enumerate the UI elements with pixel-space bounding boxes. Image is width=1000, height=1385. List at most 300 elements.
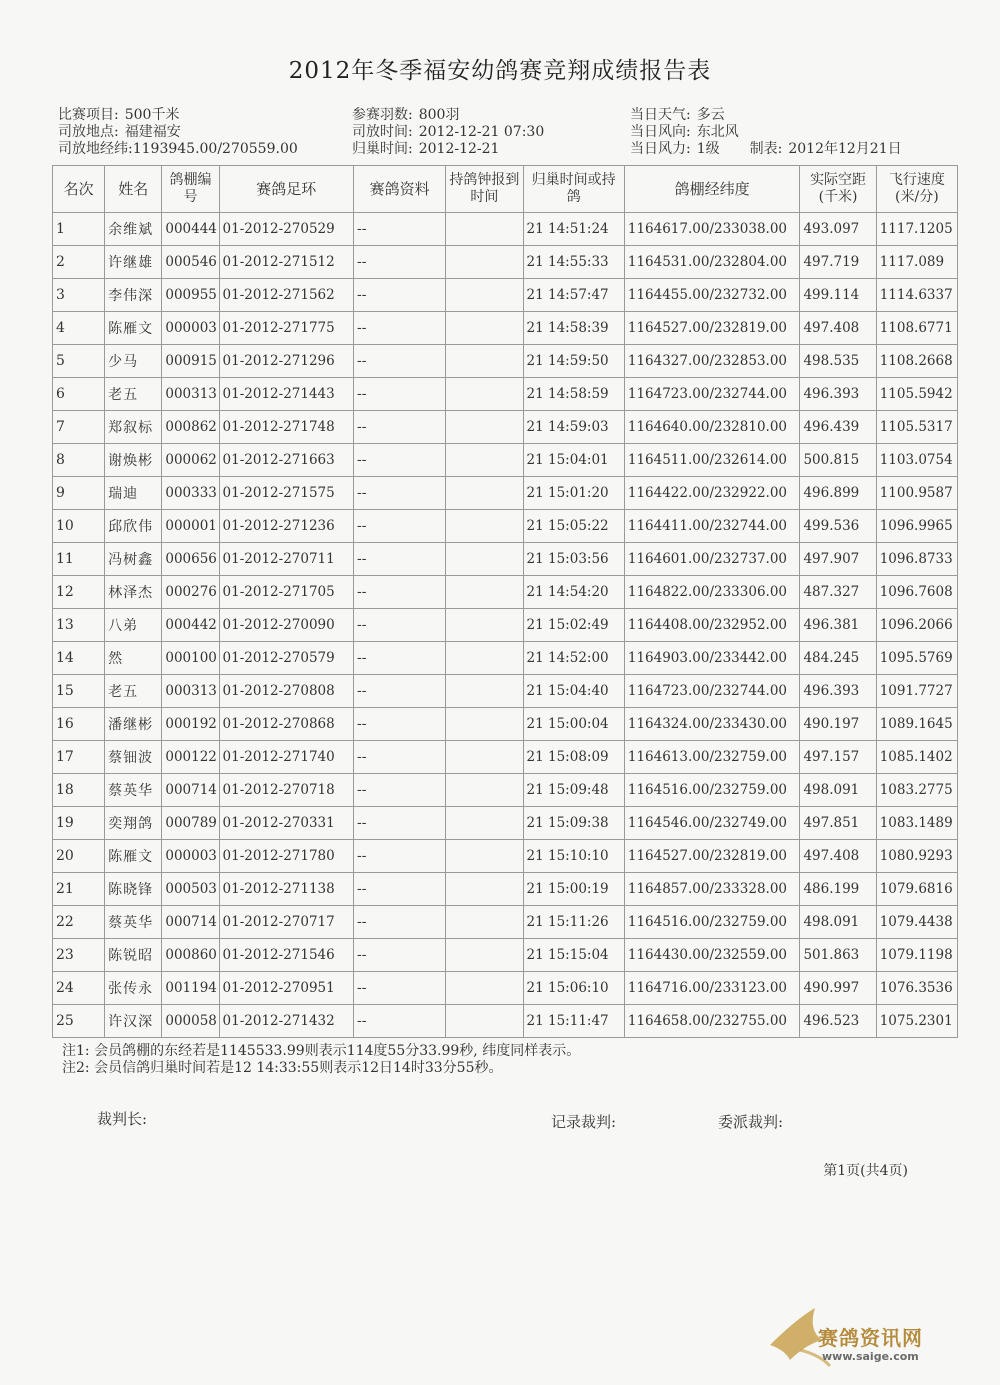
clock-cell xyxy=(446,213,523,246)
clock-cell xyxy=(446,576,523,609)
note-2: 注2: 会员信鸽归巢时间若是12 14:33:55则表示12日14时33分55秒。 xyxy=(62,1060,503,1076)
loft-cell: 000276 xyxy=(162,576,219,609)
arrival-cell: 21 15:09:38 xyxy=(523,807,624,840)
ring-cell: 01-2012-271546 xyxy=(219,939,353,972)
ring-cell: 01-2012-270331 xyxy=(219,807,353,840)
meta-left xyxy=(58,107,298,158)
ring-cell: 01-2012-270529 xyxy=(219,213,353,246)
speed-cell: 1096.7608 xyxy=(876,576,957,609)
made-label: 制表: xyxy=(749,141,783,157)
speed-cell: 1105.5942 xyxy=(876,378,957,411)
table-row xyxy=(53,576,958,609)
name-cell: 蔡英华 xyxy=(105,774,162,807)
results-body xyxy=(53,213,958,1038)
table-row xyxy=(53,675,958,708)
rank-cell: 3 xyxy=(53,279,105,312)
loft-cell: 000313 xyxy=(162,378,219,411)
notes xyxy=(62,1043,580,1077)
arrival-cell: 21 15:06:10 xyxy=(523,972,624,1005)
name-cell: 李伟深 xyxy=(105,279,162,312)
rank-cell: 5 xyxy=(53,345,105,378)
clock-cell xyxy=(446,411,523,444)
coords-cell: 1164327.00/232853.00 xyxy=(624,345,800,378)
loft-cell: 000789 xyxy=(162,807,219,840)
clock-cell xyxy=(446,708,523,741)
table-row xyxy=(53,378,958,411)
made-value: 2012年12月21日 xyxy=(788,141,902,157)
release-place-value: 福建福安 xyxy=(124,124,181,140)
ring-cell: 01-2012-271138 xyxy=(219,873,353,906)
release-coord-value: 1193945.00/270559.00 xyxy=(132,141,298,157)
ring-cell: 01-2012-271780 xyxy=(219,840,353,873)
clock-cell xyxy=(446,609,523,642)
coords-cell: 1164617.00/233038.00 xyxy=(624,213,800,246)
info-cell: -- xyxy=(353,906,445,939)
release-time-value: 2012-12-21 07:30 xyxy=(418,124,545,140)
ring-cell: 01-2012-271296 xyxy=(219,345,353,378)
weather-label: 当日天气: xyxy=(630,107,691,123)
coords-cell: 1164546.00/232749.00 xyxy=(624,807,800,840)
rank-cell: 12 xyxy=(53,576,105,609)
coords-cell: 1164455.00/232732.00 xyxy=(624,279,800,312)
coords-cell: 1164527.00/232819.00 xyxy=(624,840,800,873)
rank-cell: 16 xyxy=(53,708,105,741)
note-1: 注1: 会员鸽棚的东经若是1145533.99则表示114度55分33.99秒, 纬度同样表示。 xyxy=(62,1043,581,1059)
info-cell: -- xyxy=(353,246,445,279)
arrival-cell: 21 15:09:48 xyxy=(523,774,624,807)
coords-cell: 1164613.00/232759.00 xyxy=(624,741,800,774)
watermark-url: www.saige.com xyxy=(822,1350,919,1363)
loft-cell: 000062 xyxy=(162,444,219,477)
distance-cell: 496.899 xyxy=(800,477,876,510)
arrival-cell: 21 14:52:00 xyxy=(523,642,624,675)
info-cell: -- xyxy=(353,345,445,378)
table-row xyxy=(53,609,958,642)
clock-cell xyxy=(446,972,523,1005)
name-cell: 郑叙标 xyxy=(105,411,162,444)
loft-cell: 000656 xyxy=(162,543,219,576)
rank-cell: 19 xyxy=(53,807,105,840)
clock-cell xyxy=(446,279,523,312)
wind-force-value: 1级 xyxy=(696,141,720,157)
ring-cell: 01-2012-270951 xyxy=(219,972,353,1005)
clock-cell xyxy=(446,345,523,378)
ring-cell: 01-2012-270579 xyxy=(219,642,353,675)
table-row xyxy=(53,840,958,873)
table-row xyxy=(53,444,958,477)
arrival-cell: 21 14:59:03 xyxy=(523,411,624,444)
header-speed: 飞行速度(米/分) xyxy=(876,166,957,213)
rank-cell: 4 xyxy=(53,312,105,345)
speed-cell: 1096.9965 xyxy=(876,510,957,543)
loft-cell: 000546 xyxy=(162,246,219,279)
speed-cell: 1096.8733 xyxy=(876,543,957,576)
speed-cell: 1079.6816 xyxy=(876,873,957,906)
loft-cell: 000955 xyxy=(162,279,219,312)
clock-cell xyxy=(446,675,523,708)
rank-cell: 8 xyxy=(53,444,105,477)
info-cell: -- xyxy=(353,279,445,312)
loft-cell: 000333 xyxy=(162,477,219,510)
table-row xyxy=(53,1005,958,1038)
clock-cell xyxy=(446,543,523,576)
return-time-value: 2012-12-21 xyxy=(418,141,500,157)
loft-cell: 000862 xyxy=(162,411,219,444)
info-cell: -- xyxy=(353,873,445,906)
speed-cell: 1100.9587 xyxy=(876,477,957,510)
wind-direction-label: 当日风向: xyxy=(630,124,691,140)
table-row xyxy=(53,741,958,774)
clock-cell xyxy=(446,246,523,279)
speed-cell: 1080.9293 xyxy=(876,840,957,873)
name-cell: 蔡钿波 xyxy=(105,741,162,774)
info-cell: -- xyxy=(353,708,445,741)
loft-cell: 000503 xyxy=(162,873,219,906)
speed-cell: 1114.6337 xyxy=(876,279,957,312)
arrival-cell: 21 15:05:22 xyxy=(523,510,624,543)
loft-cell: 000001 xyxy=(162,510,219,543)
rank-cell: 15 xyxy=(53,675,105,708)
arrival-cell: 21 15:11:26 xyxy=(523,906,624,939)
table-row xyxy=(53,279,958,312)
coords-cell: 1164527.00/232819.00 xyxy=(624,312,800,345)
table-row xyxy=(53,708,958,741)
clock-cell xyxy=(446,378,523,411)
speed-cell: 1103.0754 xyxy=(876,444,957,477)
distance-cell: 496.393 xyxy=(800,675,876,708)
table-row xyxy=(53,774,958,807)
ring-cell: 01-2012-270868 xyxy=(219,708,353,741)
coords-cell: 1164601.00/232737.00 xyxy=(624,543,800,576)
rank-cell: 21 xyxy=(53,873,105,906)
ring-cell: 01-2012-271740 xyxy=(219,741,353,774)
speed-cell: 1091.7727 xyxy=(876,675,957,708)
arrival-cell: 21 14:54:20 xyxy=(523,576,624,609)
name-cell: 奕翔鸽 xyxy=(105,807,162,840)
watermark-text: 赛鸽资讯网 xyxy=(818,1326,923,1350)
distance-cell: 498.091 xyxy=(800,906,876,939)
arrival-cell: 21 15:00:04 xyxy=(523,708,624,741)
name-cell: 瑞迪 xyxy=(105,477,162,510)
name-cell: 陈雁文 xyxy=(105,840,162,873)
loft-cell: 000058 xyxy=(162,1005,219,1038)
table-row xyxy=(53,213,958,246)
name-cell: 余维斌 xyxy=(105,213,162,246)
speed-cell: 1095.5769 xyxy=(876,642,957,675)
rank-cell: 24 xyxy=(53,972,105,1005)
info-cell: -- xyxy=(353,840,445,873)
rank-cell: 25 xyxy=(53,1005,105,1038)
table-row xyxy=(53,510,958,543)
loft-cell: 000003 xyxy=(162,840,219,873)
clock-cell xyxy=(446,939,523,972)
ring-cell: 01-2012-271748 xyxy=(219,411,353,444)
info-cell: -- xyxy=(353,807,445,840)
clock-cell xyxy=(446,906,523,939)
table-row xyxy=(53,873,958,906)
info-cell: -- xyxy=(353,609,445,642)
header-info: 赛鸽资料 xyxy=(353,166,445,213)
distance-cell: 497.907 xyxy=(800,543,876,576)
name-cell: 潘继彬 xyxy=(105,708,162,741)
distance-cell: 499.536 xyxy=(800,510,876,543)
recorder-referee-label: 记录裁判: xyxy=(551,1113,617,1131)
meta-middle xyxy=(352,107,544,158)
arrival-cell: 21 15:04:40 xyxy=(523,675,624,708)
entries-label: 参赛羽数: xyxy=(352,107,413,123)
info-cell: -- xyxy=(353,774,445,807)
distance-cell: 497.157 xyxy=(800,741,876,774)
clock-cell xyxy=(446,840,523,873)
coords-cell: 1164411.00/232744.00 xyxy=(624,510,800,543)
distance-cell: 496.439 xyxy=(800,411,876,444)
rank-cell: 11 xyxy=(53,543,105,576)
header-coords: 鸽棚经纬度 xyxy=(624,166,800,213)
ring-cell: 01-2012-270718 xyxy=(219,774,353,807)
distance-cell: 490.197 xyxy=(800,708,876,741)
distance-cell: 498.091 xyxy=(800,774,876,807)
speed-cell: 1083.2775 xyxy=(876,774,957,807)
coords-cell: 1164640.00/232810.00 xyxy=(624,411,800,444)
ring-cell: 01-2012-271575 xyxy=(219,477,353,510)
header-name: 姓名 xyxy=(105,166,162,213)
rank-cell: 17 xyxy=(53,741,105,774)
ring-cell: 01-2012-271443 xyxy=(219,378,353,411)
name-cell: 邱欣伟 xyxy=(105,510,162,543)
table-row xyxy=(53,312,958,345)
arrival-cell: 21 15:04:01 xyxy=(523,444,624,477)
table-row xyxy=(53,972,958,1005)
distance-cell: 498.535 xyxy=(800,345,876,378)
ring-cell: 01-2012-271432 xyxy=(219,1005,353,1038)
arrival-cell: 21 15:01:20 xyxy=(523,477,624,510)
distance-cell: 501.863 xyxy=(800,939,876,972)
arrival-cell: 21 14:58:39 xyxy=(523,312,624,345)
name-cell: 陈雁文 xyxy=(105,312,162,345)
coords-cell: 1164511.00/232614.00 xyxy=(624,444,800,477)
rank-cell: 20 xyxy=(53,840,105,873)
arrival-cell: 21 15:00:19 xyxy=(523,873,624,906)
header-arrival: 归巢时间或持鸽 xyxy=(523,166,624,213)
rank-cell: 23 xyxy=(53,939,105,972)
name-cell: 许汉深 xyxy=(105,1005,162,1038)
ring-cell: 01-2012-271512 xyxy=(219,246,353,279)
info-cell: -- xyxy=(353,510,445,543)
ring-cell: 01-2012-271562 xyxy=(219,279,353,312)
table-row xyxy=(53,906,958,939)
distance-cell: 484.245 xyxy=(800,642,876,675)
speed-cell: 1117.089 xyxy=(876,246,957,279)
loft-cell: 000714 xyxy=(162,774,219,807)
clock-cell xyxy=(446,873,523,906)
header-ring: 赛鸽足环 xyxy=(219,166,353,213)
loft-cell: 000003 xyxy=(162,312,219,345)
name-cell: 陈晓锋 xyxy=(105,873,162,906)
speed-cell: 1105.5317 xyxy=(876,411,957,444)
coords-cell: 1164422.00/232922.00 xyxy=(624,477,800,510)
clock-cell xyxy=(446,741,523,774)
weather-value: 多云 xyxy=(696,107,725,123)
arrival-cell: 21 15:15:04 xyxy=(523,939,624,972)
ring-cell: 01-2012-270090 xyxy=(219,609,353,642)
info-cell: -- xyxy=(353,411,445,444)
info-cell: -- xyxy=(353,543,445,576)
release-coord-label: 司放地经纬: xyxy=(58,141,133,157)
table-row xyxy=(53,477,958,510)
distance-cell: 490.997 xyxy=(800,972,876,1005)
chief-referee-label: 裁判长: xyxy=(97,1110,148,1128)
info-cell: -- xyxy=(353,972,445,1005)
loft-cell: 000100 xyxy=(162,642,219,675)
distance-cell: 496.523 xyxy=(800,1005,876,1038)
loft-cell: 000122 xyxy=(162,741,219,774)
clock-cell xyxy=(446,312,523,345)
name-cell: 陈锐昭 xyxy=(105,939,162,972)
info-cell: -- xyxy=(353,675,445,708)
rank-cell: 10 xyxy=(53,510,105,543)
coords-cell: 1164723.00/232744.00 xyxy=(624,675,800,708)
entries-value: 800羽 xyxy=(418,107,460,123)
name-cell: 老五 xyxy=(105,675,162,708)
ring-cell: 01-2012-271775 xyxy=(219,312,353,345)
arrival-cell: 21 15:10:10 xyxy=(523,840,624,873)
coords-cell: 1164658.00/232755.00 xyxy=(624,1005,800,1038)
clock-cell xyxy=(446,807,523,840)
table-row xyxy=(53,939,958,972)
coords-cell: 1164903.00/233442.00 xyxy=(624,642,800,675)
distance-cell: 487.327 xyxy=(800,576,876,609)
clock-cell xyxy=(446,477,523,510)
wind-force-label: 当日风力: xyxy=(630,141,691,157)
speed-cell: 1083.1489 xyxy=(876,807,957,840)
distance-cell: 500.815 xyxy=(800,444,876,477)
loft-cell: 000313 xyxy=(162,675,219,708)
header-clock: 持鸽钟报到时间 xyxy=(446,166,523,213)
rank-cell: 22 xyxy=(53,906,105,939)
coords-cell: 1164723.00/232744.00 xyxy=(624,378,800,411)
arrival-cell: 21 14:51:24 xyxy=(523,213,624,246)
name-cell: 然 xyxy=(105,642,162,675)
table-row xyxy=(53,411,958,444)
speed-cell: 1089.1645 xyxy=(876,708,957,741)
distance-cell: 497.719 xyxy=(800,246,876,279)
table-header-row xyxy=(53,166,958,213)
speed-cell: 1075.2301 xyxy=(876,1005,957,1038)
name-cell: 八弟 xyxy=(105,609,162,642)
page-title: 2012年冬季福安幼鸽赛竞翔成绩报告表 xyxy=(288,58,712,84)
speed-cell: 1085.1402 xyxy=(876,741,957,774)
header-distance: 实际空距(千米) xyxy=(800,166,876,213)
loft-cell: 001194 xyxy=(162,972,219,1005)
table-row xyxy=(53,642,958,675)
distance-cell: 497.408 xyxy=(800,840,876,873)
info-cell: -- xyxy=(353,312,445,345)
page-indicator: 第1页(共4页) xyxy=(823,1163,908,1179)
distance-cell: 496.393 xyxy=(800,378,876,411)
coords-cell: 1164324.00/233430.00 xyxy=(624,708,800,741)
distance-cell: 499.114 xyxy=(800,279,876,312)
table-row xyxy=(53,543,958,576)
speed-cell: 1079.4438 xyxy=(876,906,957,939)
info-cell: -- xyxy=(353,378,445,411)
wind-direction-value: 东北风 xyxy=(696,124,739,140)
arrival-cell: 21 15:08:09 xyxy=(523,741,624,774)
table-row xyxy=(53,345,958,378)
rank-cell: 18 xyxy=(53,774,105,807)
distance-cell: 497.408 xyxy=(800,312,876,345)
meta-right xyxy=(630,107,902,158)
coords-cell: 1164516.00/232759.00 xyxy=(624,906,800,939)
coords-cell: 1164531.00/232804.00 xyxy=(624,246,800,279)
info-cell: -- xyxy=(353,576,445,609)
clock-cell xyxy=(446,774,523,807)
clock-cell xyxy=(446,1005,523,1038)
info-cell: -- xyxy=(353,939,445,972)
event-label: 比赛项目: xyxy=(58,107,119,123)
ring-cell: 01-2012-270717 xyxy=(219,906,353,939)
info-cell: -- xyxy=(353,642,445,675)
name-cell: 老五 xyxy=(105,378,162,411)
name-cell: 张传永 xyxy=(105,972,162,1005)
arrival-cell: 21 15:11:47 xyxy=(523,1005,624,1038)
coords-cell: 1164408.00/232952.00 xyxy=(624,609,800,642)
coords-cell: 1164516.00/232759.00 xyxy=(624,774,800,807)
rank-cell: 13 xyxy=(53,609,105,642)
speed-cell: 1108.6771 xyxy=(876,312,957,345)
table-row xyxy=(53,246,958,279)
name-cell: 蔡英华 xyxy=(105,906,162,939)
name-cell: 谢焕彬 xyxy=(105,444,162,477)
table-row xyxy=(53,807,958,840)
ring-cell: 01-2012-271663 xyxy=(219,444,353,477)
rank-cell: 9 xyxy=(53,477,105,510)
release-time-label: 司放时间: xyxy=(352,124,413,140)
event-value: 500千米 xyxy=(124,107,180,123)
speed-cell: 1079.1198 xyxy=(876,939,957,972)
rank-cell: 1 xyxy=(53,213,105,246)
info-cell: -- xyxy=(353,213,445,246)
release-place-label: 司放地点: xyxy=(58,124,119,140)
coords-cell: 1164857.00/233328.00 xyxy=(624,873,800,906)
ring-cell: 01-2012-270808 xyxy=(219,675,353,708)
speed-cell: 1096.2066 xyxy=(876,609,957,642)
ring-cell: 01-2012-271705 xyxy=(219,576,353,609)
loft-cell: 000915 xyxy=(162,345,219,378)
rank-cell: 2 xyxy=(53,246,105,279)
header-rank: 名次 xyxy=(53,166,105,213)
rank-cell: 7 xyxy=(53,411,105,444)
info-cell: -- xyxy=(353,741,445,774)
ring-cell: 01-2012-271236 xyxy=(219,510,353,543)
name-cell: 冯树鑫 xyxy=(105,543,162,576)
loft-cell: 000442 xyxy=(162,609,219,642)
loft-cell: 000860 xyxy=(162,939,219,972)
info-cell: -- xyxy=(353,477,445,510)
rank-cell: 6 xyxy=(53,378,105,411)
arrival-cell: 21 14:57:47 xyxy=(523,279,624,312)
distance-cell: 496.381 xyxy=(800,609,876,642)
arrival-cell: 21 14:58:59 xyxy=(523,378,624,411)
ring-cell: 01-2012-270711 xyxy=(219,543,353,576)
speed-cell: 1108.2668 xyxy=(876,345,957,378)
distance-cell: 486.199 xyxy=(800,873,876,906)
return-time-label: 归巢时间: xyxy=(352,141,413,157)
coords-cell: 1164716.00/233123.00 xyxy=(624,972,800,1005)
loft-cell: 000192 xyxy=(162,708,219,741)
speed-cell: 1117.1205 xyxy=(876,213,957,246)
loft-cell: 000714 xyxy=(162,906,219,939)
speed-cell: 1076.3536 xyxy=(876,972,957,1005)
